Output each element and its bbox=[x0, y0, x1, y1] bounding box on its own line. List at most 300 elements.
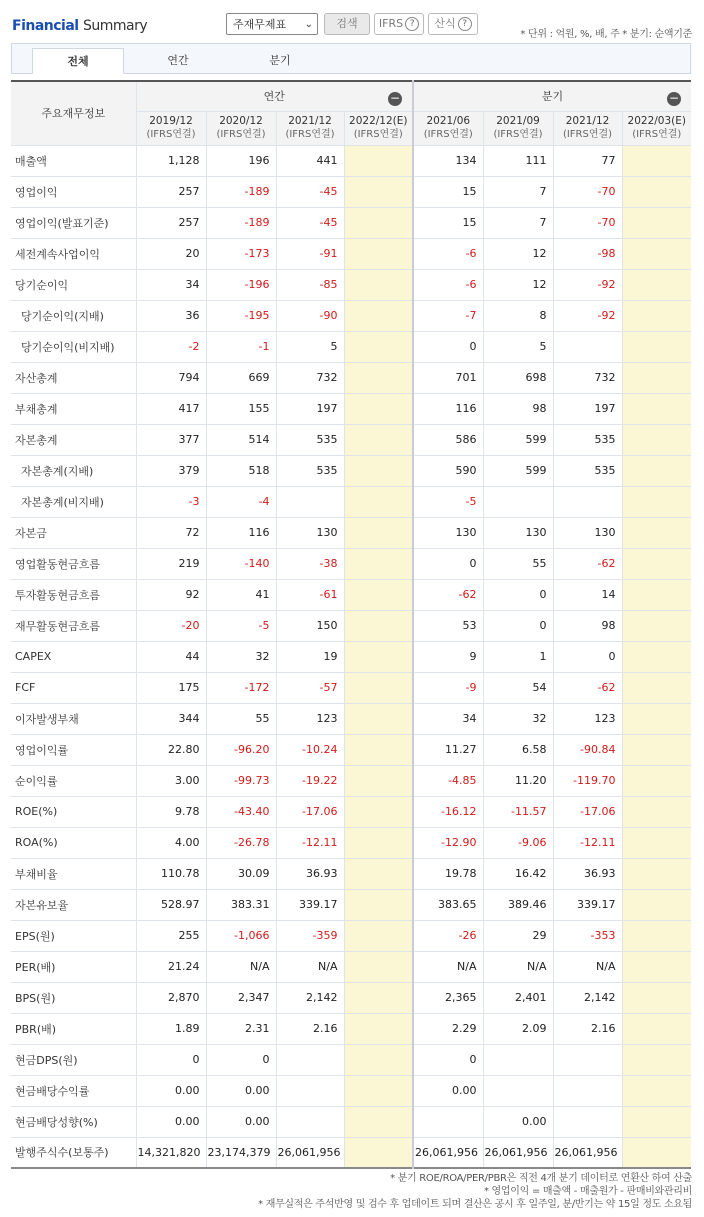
row-label: 매출액 bbox=[11, 145, 136, 176]
search-button[interactable]: 검색 bbox=[324, 13, 370, 35]
table-row bbox=[11, 920, 691, 951]
table-cell: 44 bbox=[136, 641, 206, 672]
table-cell: 20 bbox=[136, 238, 206, 269]
table-cell: 11.27 bbox=[413, 734, 483, 765]
table-cell: 26,061,956 bbox=[413, 1137, 483, 1168]
table-cell bbox=[622, 858, 691, 889]
group-header-annual bbox=[136, 81, 413, 111]
page-title bbox=[12, 18, 147, 34]
table-cell bbox=[344, 1137, 413, 1168]
table-cell bbox=[553, 486, 622, 517]
row-label: 당기순이익 bbox=[11, 269, 136, 300]
table-cell: 535 bbox=[553, 424, 622, 455]
table-cell: -6 bbox=[413, 238, 483, 269]
table-cell: 22.80 bbox=[136, 734, 206, 765]
footnotes bbox=[258, 1172, 692, 1211]
table-cell: -12.11 bbox=[553, 827, 622, 858]
table-cell: 590 bbox=[413, 455, 483, 486]
table-cell bbox=[276, 1106, 344, 1137]
table-cell: -57 bbox=[276, 672, 344, 703]
table-cell bbox=[276, 486, 344, 517]
table-cell bbox=[622, 920, 691, 951]
table-cell bbox=[622, 827, 691, 858]
table-cell: -17.06 bbox=[276, 796, 344, 827]
table-cell: 197 bbox=[276, 393, 344, 424]
table-row bbox=[11, 827, 691, 858]
row-label: 영업이익률 bbox=[11, 734, 136, 765]
basis-label: (IFRS연결) bbox=[562, 129, 613, 140]
table-cell: -62 bbox=[413, 579, 483, 610]
table-cell bbox=[344, 1013, 413, 1044]
table-row bbox=[11, 858, 691, 889]
table-cell bbox=[622, 579, 691, 610]
table-cell: 123 bbox=[553, 703, 622, 734]
period-label: 2022/03(E) bbox=[627, 115, 686, 127]
group-quarter-label: 분기 bbox=[541, 90, 564, 104]
table-cell: -9.06 bbox=[483, 827, 553, 858]
table-cell bbox=[622, 1075, 691, 1106]
table-cell: 7 bbox=[483, 207, 553, 238]
table-cell bbox=[622, 393, 691, 424]
table-cell: 130 bbox=[413, 517, 483, 548]
table-row bbox=[11, 610, 691, 641]
row-label: FCF bbox=[11, 672, 136, 703]
table-cell: N/A bbox=[553, 951, 622, 982]
table-cell: 5 bbox=[483, 331, 553, 362]
table-row bbox=[11, 1137, 691, 1168]
table-cell: -12.90 bbox=[413, 827, 483, 858]
table-cell: N/A bbox=[206, 951, 276, 982]
table-cell: 0 bbox=[483, 610, 553, 641]
table-cell bbox=[622, 1137, 691, 1168]
statement-type-select[interactable] bbox=[226, 13, 318, 35]
table-cell: 0.00 bbox=[136, 1106, 206, 1137]
row-label: 영업활동현금흐름 bbox=[11, 548, 136, 579]
table-cell bbox=[344, 176, 413, 207]
row-label: 자본금 bbox=[11, 517, 136, 548]
table-cell: N/A bbox=[413, 951, 483, 982]
period-label: 2021/06 bbox=[426, 115, 471, 127]
table-cell: 9.78 bbox=[136, 796, 206, 827]
table-cell: -61 bbox=[276, 579, 344, 610]
table-cell: -4.85 bbox=[413, 765, 483, 796]
table-cell: 0.00 bbox=[206, 1106, 276, 1137]
table-cell: 528.97 bbox=[136, 889, 206, 920]
table-cell: 599 bbox=[483, 424, 553, 455]
table-row bbox=[11, 1013, 691, 1044]
table-cell: -11.57 bbox=[483, 796, 553, 827]
table-cell: -62 bbox=[553, 548, 622, 579]
column-header-period bbox=[413, 111, 483, 145]
financial-summary-table bbox=[11, 80, 691, 1169]
table-cell bbox=[622, 300, 691, 331]
table-cell bbox=[622, 362, 691, 393]
table-cell bbox=[622, 641, 691, 672]
table-cell: 196 bbox=[206, 145, 276, 176]
group-header-quarter bbox=[413, 81, 691, 111]
table-cell: 8 bbox=[483, 300, 553, 331]
table-cell: 2.29 bbox=[413, 1013, 483, 1044]
table-cell: 36.93 bbox=[553, 858, 622, 889]
tab-annual[interactable]: 연간 bbox=[167, 54, 189, 67]
table-cell bbox=[622, 486, 691, 517]
table-cell: 34 bbox=[136, 269, 206, 300]
table-cell: -20 bbox=[136, 610, 206, 641]
table-cell: 21.24 bbox=[136, 951, 206, 982]
footnote: * 분기 ROE/ROA/PER/PBR은 직전 4개 분기 데이터로 연환산 하여 산출 bbox=[390, 1173, 692, 1184]
group-annual-label: 연간 bbox=[263, 90, 285, 104]
table-cell: 55 bbox=[483, 548, 553, 579]
table-row bbox=[11, 982, 691, 1013]
table-cell: -353 bbox=[553, 920, 622, 951]
table-cell bbox=[622, 889, 691, 920]
table-cell: 0.00 bbox=[483, 1106, 553, 1137]
table-cell: 36.93 bbox=[276, 858, 344, 889]
table-cell bbox=[622, 548, 691, 579]
row-label: 현금배당성향(%) bbox=[11, 1106, 136, 1137]
table-row bbox=[11, 331, 691, 362]
period-label: 2021/12 bbox=[565, 115, 610, 127]
table-cell: 2.31 bbox=[206, 1013, 276, 1044]
table-cell: 34 bbox=[413, 703, 483, 734]
table-cell: 23,174,379 bbox=[206, 1137, 276, 1168]
column-header-period bbox=[553, 111, 622, 145]
table-cell: -26.78 bbox=[206, 827, 276, 858]
table-cell: -119.70 bbox=[553, 765, 622, 796]
table-row bbox=[11, 238, 691, 269]
table-cell: 586 bbox=[413, 424, 483, 455]
table-cell: 16.42 bbox=[483, 858, 553, 889]
table-cell: 26,061,956 bbox=[276, 1137, 344, 1168]
table-cell bbox=[622, 517, 691, 548]
table-cell: 417 bbox=[136, 393, 206, 424]
row-label: 현금배당수익률 bbox=[11, 1075, 136, 1106]
table-cell: -7 bbox=[413, 300, 483, 331]
table-cell: -90 bbox=[276, 300, 344, 331]
table-cell bbox=[622, 765, 691, 796]
table-cell bbox=[622, 331, 691, 362]
title-financial: Financial bbox=[12, 18, 79, 34]
row-label: 당기순이익(비지배) bbox=[11, 331, 136, 362]
row-label: PER(배) bbox=[11, 951, 136, 982]
table-cell bbox=[344, 579, 413, 610]
table-cell: -85 bbox=[276, 269, 344, 300]
table-cell: 344 bbox=[136, 703, 206, 734]
table-cell: -19.22 bbox=[276, 765, 344, 796]
table-cell: 0 bbox=[206, 1044, 276, 1075]
table-cell: -98 bbox=[553, 238, 622, 269]
table-cell: 441 bbox=[276, 145, 344, 176]
table-cell bbox=[344, 393, 413, 424]
table-cell: 41 bbox=[206, 579, 276, 610]
table-cell: 257 bbox=[136, 207, 206, 238]
table-cell: 339.17 bbox=[276, 889, 344, 920]
table-cell bbox=[344, 517, 413, 548]
table-cell bbox=[622, 610, 691, 641]
table-cell: 257 bbox=[136, 176, 206, 207]
table-cell: 26,061,956 bbox=[553, 1137, 622, 1168]
table-cell: 116 bbox=[413, 393, 483, 424]
table-cell bbox=[344, 1106, 413, 1137]
table-cell bbox=[344, 1044, 413, 1075]
table-cell bbox=[622, 145, 691, 176]
table-cell: -16.12 bbox=[413, 796, 483, 827]
table-cell bbox=[622, 1106, 691, 1137]
collapse-annual-icon[interactable]: − bbox=[389, 91, 401, 105]
chevron-down-icon: ⌄ bbox=[304, 19, 313, 30]
table-cell bbox=[344, 1075, 413, 1106]
table-cell: 339.17 bbox=[553, 889, 622, 920]
table-cell: -91 bbox=[276, 238, 344, 269]
table-cell: -9 bbox=[413, 672, 483, 703]
table-cell: 7 bbox=[483, 176, 553, 207]
table-cell: 53 bbox=[413, 610, 483, 641]
table-cell: 0 bbox=[136, 1044, 206, 1075]
question-icon: ? bbox=[458, 17, 472, 31]
table-cell: 150 bbox=[276, 610, 344, 641]
table-cell: 0 bbox=[483, 579, 553, 610]
table-cell: 19.78 bbox=[413, 858, 483, 889]
table-cell: -196 bbox=[206, 269, 276, 300]
table-cell bbox=[344, 300, 413, 331]
table-cell: 2,365 bbox=[413, 982, 483, 1013]
table-cell: -92 bbox=[553, 300, 622, 331]
column-header-period bbox=[622, 111, 691, 145]
row-label: ROE(%) bbox=[11, 796, 136, 827]
ifrs-help-button[interactable] bbox=[374, 13, 424, 35]
tab-all[interactable]: 전체 bbox=[32, 48, 124, 74]
table-row bbox=[11, 486, 691, 517]
formula-help-button[interactable] bbox=[428, 13, 478, 35]
table-cell: -140 bbox=[206, 548, 276, 579]
table-cell: 514 bbox=[206, 424, 276, 455]
table-cell: 92 bbox=[136, 579, 206, 610]
table-cell bbox=[622, 176, 691, 207]
table-cell bbox=[276, 1044, 344, 1075]
table-cell: 535 bbox=[276, 424, 344, 455]
table-cell: 54 bbox=[483, 672, 553, 703]
top-bar bbox=[0, 0, 704, 44]
row-label: 당기순이익(지배) bbox=[11, 300, 136, 331]
table-cell: 377 bbox=[136, 424, 206, 455]
row-label: 재무활동현금흐름 bbox=[11, 610, 136, 641]
table-cell: -45 bbox=[276, 176, 344, 207]
table-cell: 0 bbox=[413, 331, 483, 362]
table-cell: -96.20 bbox=[206, 734, 276, 765]
table-cell: 0 bbox=[413, 548, 483, 579]
table-row bbox=[11, 672, 691, 703]
basis-label: (IFRS연결) bbox=[493, 129, 543, 140]
table-cell: 794 bbox=[136, 362, 206, 393]
period-label: 2019/12 bbox=[149, 115, 193, 127]
table-cell: -3 bbox=[136, 486, 206, 517]
row-label: 자본총계 bbox=[11, 424, 136, 455]
table-row bbox=[11, 951, 691, 982]
column-header-period bbox=[344, 111, 413, 145]
table-cell bbox=[344, 455, 413, 486]
table-cell bbox=[622, 1044, 691, 1075]
table-cell: 6.58 bbox=[483, 734, 553, 765]
table-cell: 2,401 bbox=[483, 982, 553, 1013]
table-row bbox=[11, 1075, 691, 1106]
table-cell bbox=[344, 920, 413, 951]
table-cell: 32 bbox=[483, 703, 553, 734]
row-label: 현금DPS(원) bbox=[11, 1044, 136, 1075]
table-cell: -4 bbox=[206, 486, 276, 517]
table-row bbox=[11, 548, 691, 579]
row-label: 이자발생부채 bbox=[11, 703, 136, 734]
table-cell bbox=[622, 269, 691, 300]
table-cell: 130 bbox=[483, 517, 553, 548]
ifrs-label: IFRS bbox=[378, 17, 404, 30]
footnote: * 재무실적은 주석반영 및 검수 후 업데이트 되며 결산은 공시 후 일주일, 분/반기는 약 15일 정도 소요됨 bbox=[258, 1199, 692, 1210]
table-cell bbox=[622, 455, 691, 486]
table-cell bbox=[344, 858, 413, 889]
column-header-period bbox=[483, 111, 553, 145]
table-cell: 9 bbox=[413, 641, 483, 672]
basis-label: (IFRS연결) bbox=[353, 129, 403, 140]
table-cell: 110.78 bbox=[136, 858, 206, 889]
basis-label: (IFRS연결) bbox=[632, 129, 682, 140]
table-row bbox=[11, 207, 691, 238]
row-label: 부채비율 bbox=[11, 858, 136, 889]
row-label: 발행주식수(보통주) bbox=[11, 1137, 136, 1168]
period-label: 2020/12 bbox=[219, 115, 263, 127]
table-cell: 389.46 bbox=[483, 889, 553, 920]
table-row bbox=[11, 362, 691, 393]
table-cell: -92 bbox=[553, 269, 622, 300]
table-row bbox=[11, 889, 691, 920]
table-row bbox=[11, 455, 691, 486]
table-cell: 383.65 bbox=[413, 889, 483, 920]
table-cell: 1.89 bbox=[136, 1013, 206, 1044]
period-label: 2022/12(E) bbox=[349, 115, 408, 127]
table-row bbox=[11, 393, 691, 424]
table-cell: -195 bbox=[206, 300, 276, 331]
table-cell: N/A bbox=[483, 951, 553, 982]
table-row bbox=[11, 269, 691, 300]
table-cell: -6 bbox=[413, 269, 483, 300]
table-cell bbox=[344, 641, 413, 672]
table-cell bbox=[344, 765, 413, 796]
table-cell bbox=[344, 889, 413, 920]
table-cell: -2 bbox=[136, 331, 206, 362]
row-label: 자본총계(지배) bbox=[11, 455, 136, 486]
row-label: 세전계속사업이익 bbox=[11, 238, 136, 269]
table-cell: 11.20 bbox=[483, 765, 553, 796]
table-row bbox=[11, 176, 691, 207]
table-cell: 14 bbox=[553, 579, 622, 610]
table-row bbox=[11, 796, 691, 827]
table-cell: -172 bbox=[206, 672, 276, 703]
table-cell: -70 bbox=[553, 176, 622, 207]
table-cell: 732 bbox=[553, 362, 622, 393]
table-row bbox=[11, 641, 691, 672]
row-label: EPS(원) bbox=[11, 920, 136, 951]
table-cell: 255 bbox=[136, 920, 206, 951]
table-cell bbox=[622, 424, 691, 455]
table-cell: -70 bbox=[553, 207, 622, 238]
table-cell: 535 bbox=[276, 455, 344, 486]
row-label: 자본총계(비지배) bbox=[11, 486, 136, 517]
column-header-period bbox=[206, 111, 276, 145]
table-cell: 383.31 bbox=[206, 889, 276, 920]
table-cell bbox=[413, 1106, 483, 1137]
table-row bbox=[11, 424, 691, 455]
table-cell: 219 bbox=[136, 548, 206, 579]
table-cell: -62 bbox=[553, 672, 622, 703]
table-cell bbox=[344, 610, 413, 641]
table-cell bbox=[483, 1075, 553, 1106]
table-cell: 732 bbox=[276, 362, 344, 393]
table-cell: -26 bbox=[413, 920, 483, 951]
row-label: 영업이익 bbox=[11, 176, 136, 207]
table-cell bbox=[553, 331, 622, 362]
collapse-quarter-icon[interactable]: − bbox=[669, 91, 680, 105]
table-row bbox=[11, 579, 691, 610]
table-row bbox=[11, 145, 691, 176]
table-cell: 0.00 bbox=[136, 1075, 206, 1106]
table-cell bbox=[622, 951, 691, 982]
table-cell bbox=[344, 269, 413, 300]
row-label: 자본유보율 bbox=[11, 889, 136, 920]
table-cell: 72 bbox=[136, 517, 206, 548]
table-cell: -99.73 bbox=[206, 765, 276, 796]
table-row bbox=[11, 703, 691, 734]
table-cell: 155 bbox=[206, 393, 276, 424]
table-row bbox=[11, 1044, 691, 1075]
basis-label: (IFRS연결) bbox=[285, 129, 335, 140]
table-cell bbox=[553, 1075, 622, 1106]
table-cell: 15 bbox=[413, 176, 483, 207]
table-cell: N/A bbox=[276, 951, 344, 982]
row-label: 영업이익(발표기준) bbox=[11, 207, 136, 238]
statement-type-value: 주재무제표 bbox=[233, 18, 287, 31]
table-cell: 379 bbox=[136, 455, 206, 486]
table-cell: 77 bbox=[553, 145, 622, 176]
table-cell bbox=[344, 238, 413, 269]
table-cell: -1,066 bbox=[206, 920, 276, 951]
table-cell: 0 bbox=[413, 1044, 483, 1075]
table-cell: 698 bbox=[483, 362, 553, 393]
table-cell: -45 bbox=[276, 207, 344, 238]
row-label: PBR(배) bbox=[11, 1013, 136, 1044]
table-cell bbox=[483, 1044, 553, 1075]
table-cell bbox=[344, 424, 413, 455]
table-cell bbox=[622, 1013, 691, 1044]
table-cell bbox=[344, 145, 413, 176]
table-cell: 32 bbox=[206, 641, 276, 672]
table-cell: 12 bbox=[483, 269, 553, 300]
table-cell: 2.09 bbox=[483, 1013, 553, 1044]
table-cell bbox=[344, 951, 413, 982]
row-label: BPS(원) bbox=[11, 982, 136, 1013]
table-cell bbox=[344, 703, 413, 734]
row-label: 부채총계 bbox=[11, 393, 136, 424]
tab-quarterly[interactable]: 분기 bbox=[269, 54, 291, 67]
table-cell: 3.00 bbox=[136, 765, 206, 796]
table-cell: 98 bbox=[483, 393, 553, 424]
table-cell: 30.09 bbox=[206, 858, 276, 889]
table-cell: -17.06 bbox=[553, 796, 622, 827]
table-cell: 2.16 bbox=[276, 1013, 344, 1044]
table-cell: 1,128 bbox=[136, 145, 206, 176]
table-cell: 2,142 bbox=[276, 982, 344, 1013]
table-cell: 36 bbox=[136, 300, 206, 331]
table-cell: 55 bbox=[206, 703, 276, 734]
column-header-item: 주요재무정보 bbox=[11, 81, 136, 145]
table-cell bbox=[344, 207, 413, 238]
